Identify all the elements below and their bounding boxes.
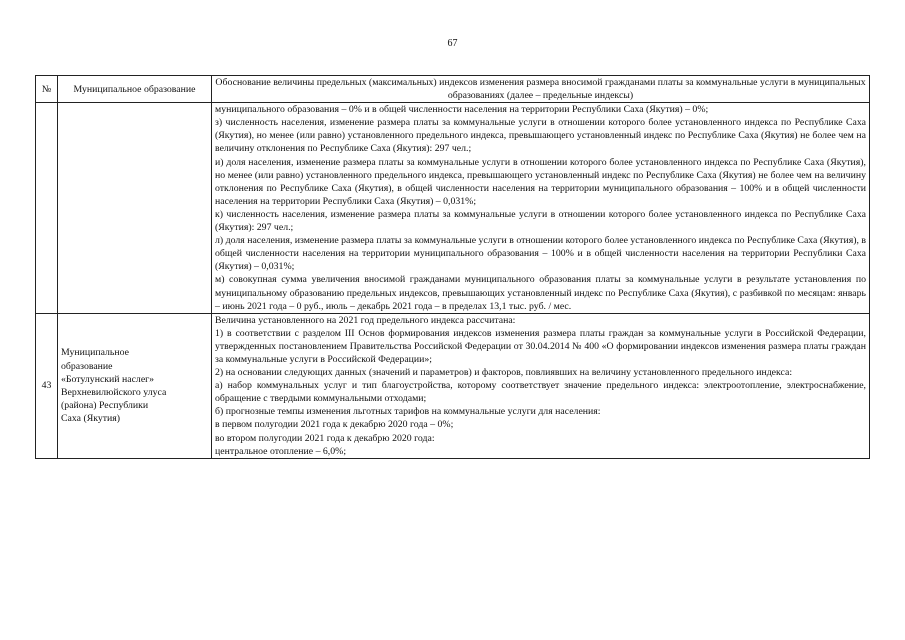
municipality-line: образование <box>61 360 113 372</box>
header-municipality: Муниципальное образование <box>58 76 212 103</box>
justification-paragraph: з) численность населения, изменение размера платы за коммунальные услуги в отношении которого более установленного индекса по Республике Саха (Якутия), но менее (или равно) установленного предельного индекса, превышающего установленный индекс по Республике Саха (Якутия) не более чем на величину отклонения по Республике Саха (Якутия): 297 чел.; <box>215 117 866 155</box>
row-number <box>36 103 58 314</box>
justification-paragraph: 2) на основании следующих данных (значений и параметров) и факторов, повлиявших на величину установленного предельного индекса: <box>215 367 793 379</box>
page-number: 67 <box>447 38 458 49</box>
table-header-row <box>36 76 870 103</box>
municipality-line: Муниципальное <box>61 347 129 359</box>
row-number: 43 <box>36 313 58 458</box>
header-num: № <box>36 76 58 103</box>
justification-paragraph: 1) в соответствии с разделом III Основ формирования индексов изменения размера платы граждан за коммунальные услуги в Российской Федерации, утвержденных постановлением Правительства Российской Федерации от 30.04.2014 № 400 «О формировании индексов изменения размера платы граждан за коммунальные услуги в Российской Федерации»; <box>215 327 866 365</box>
justification-paragraph: л) доля населения, изменение размера платы за коммунальные услуги в отношении которого более установленного индекса по Республике Саха (Якутия), в общей численности населения на территории муниципального образования – 100% и в общей численности населения на территории Республики Саха (Якутия) – 0,031%; <box>215 235 866 273</box>
table-row <box>36 103 870 314</box>
justification-table <box>35 75 870 459</box>
justification-paragraph: б) прогнозные темпы изменения льготных тарифов на коммунальные услуги для населения: <box>215 406 601 418</box>
justification-cell <box>212 103 870 314</box>
justification-cell <box>212 313 870 458</box>
justification-paragraph: во втором полугодии 2021 года к декабрю 2020 года: <box>215 432 435 444</box>
justification-paragraph: и) доля населения, изменение размера платы за коммунальные услуги в отношении которого более установленного индекса по Республике Саха (Якутия), но менее (или равно) установленного предельного индекса, превышающего установленный индекс по Республике Саха (Якутия) не более чем на величину отклонения по Республике Саха (Якутия), в общей численности населения на территории муниципального образования – 100% и в общей численности населения на территории Республики Саха (Якутия) – 0,031%; <box>215 156 866 207</box>
municipality-line: (района) Республики <box>61 399 149 411</box>
justification-paragraph: а) набор коммунальных услуг и тип благоустройства, которому соответствует значение предельного индекса: электроотопление, электроснабжение, обращение с твердыми коммунальными отходами; <box>215 380 866 405</box>
municipality-line: Саха (Якутия) <box>61 412 121 424</box>
municipality-line: «Ботулунский наслег» <box>61 373 155 385</box>
justification-paragraph: м) совокупная сумма увеличения вносимой гражданами муниципального образования платы за коммунальные услуги в результате установления по муниципальному образованию предельных индексов, превышающих установленный индекс по Республике Саха (Якутия), с разбивкой по месяцам: январь – июнь 2021 года – 0 руб., июль – декабрь 2021 года – в пределах 13,1 тыс. руб. / мес. <box>215 274 866 312</box>
municipality-cell <box>58 313 212 458</box>
header-justification: Обоснование величины предельных (максимальных) индексов изменения размера вносимой гражданами платы за коммунальные услуги в муниципальных образованиях (далее – предельные индексы) <box>212 76 870 103</box>
justification-paragraph: к) численность населения, изменение размера платы за коммунальные услуги в отношении которого более установленного индекса по Республике Саха (Якутия): 297 чел.; <box>215 208 866 234</box>
justification-paragraph: муниципального образования – 0% и в общей численности населения на территории Республики Саха (Якутия) – 0%; <box>215 104 709 116</box>
municipality-line: Верхневилюйского улуса <box>61 386 167 398</box>
justification-paragraph: Величина установленного на 2021 год предельного индекса рассчитана: <box>215 314 516 326</box>
table-row <box>36 313 870 458</box>
justification-paragraph: центральное отопление – 6,0%; <box>215 445 347 457</box>
municipality-cell <box>58 103 212 314</box>
justification-paragraph: в первом полугодии 2021 года к декабрю 2020 года – 0%; <box>215 419 454 431</box>
